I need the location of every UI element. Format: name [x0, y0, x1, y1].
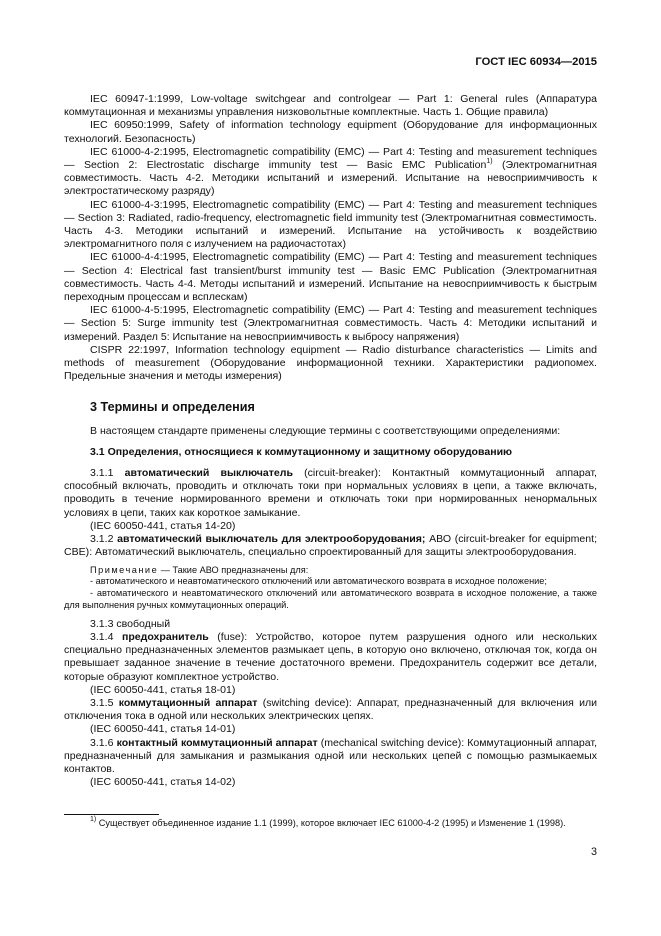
note-label: Примечание — [90, 564, 159, 575]
page-number: 3 — [590, 846, 597, 858]
term-3-1-1-source: (IEC 60050-441, статья 14-20) — [90, 519, 236, 532]
term-3-1-4: 3.1.4 предохранитель (fuse): Устройство, которое путем разрушения одного или нескольких специально предназначенных элементов размыкает цепь, в которую оно включено, отключая ток, когда он превышает заданное значение в течение достаточного времени. Предохранитель содержит все детали, которые образуют комплектное устройство. — [64, 630, 598, 683]
term-name: коммутационный аппарат — [118, 696, 258, 709]
term-3-1-2: 3.1.2 автоматический выключатель для электрооборудования; АВО (circuit-breaker for equipment; CBE): Автоматический выключатель, специально спроектированный для защиты электрооборудования. — [64, 533, 597, 559]
term-3-1-6-source: (IEC 60050-441, статья 14-02) — [90, 776, 236, 789]
ref-iec-61000-4-2: IEC 61000-4-2:1995, Electromagnetic compatibility (EMC) — Part 4: Testing and measurement techniques — Section 2: Electrostatic discharge immunity test — Basic EMC Publication$^{1)}$ (Электромагнитная совместимость. Часть 4-2. Методики испытаний и измерений. Испытание на невосприимчивость к электростатическому разряду) — [64, 145, 597, 198]
footnote-marker: 1) — [486, 157, 493, 165]
document-code-header: ГОСТ IEC 60934—2015 — [475, 56, 597, 68]
term-name: автоматический выключатель для электрооборудования; — [117, 533, 426, 546]
ref-iec-60947-1: IEC 60947-1:1999, Low-voltage switchgear and controlgear — Part 1: General rules (Аппаратура коммутационная и механизмы управления низковольтные комплектные. Часть 1. Общие правила) — [64, 93, 597, 119]
ref-iec-61000-4-4: IEC 61000-4-4:1995, Electromagnetic compatibility (EMC) — Part 4: Testing and measurement techniques — Section 4: Electrical fast transient/burst immunity test — Basic EMC Publication (Электромагнитная совместимость. Часть 4-4. Методы испытаний и измерений. Испытание на невосприимчивость к быстрым переходным процессам и всплескам) — [64, 251, 597, 304]
subsection-3-1-heading: 3.1 Определения, относящиеся к коммутационному и защитному оборудованию — [90, 445, 513, 458]
footnote: $^{1)}$ Существует объединенное издание 1.1 (1999), которое включает IEC 61000-4-2 (1995) и Изменение 1 (1998). — [90, 815, 566, 828]
footnote-marker: 1) — [90, 815, 97, 823]
term-3-1-4-source: (IEC 60050-441, статья 18-01) — [90, 683, 236, 696]
ref-cispr-22: CISPR 22:1997, Information technology equipment — Radio disturbance characteristics — Limits and methods of measurement (Оборудование информационной техники. Характеристики радиопомех. Предельные значения и методы измерения) — [64, 343, 597, 383]
note-line: - автоматического и неавтоматического отключений или автоматического возврата в исходное положение, а также для выполнения ручных коммутационных операций. — [64, 588, 597, 610]
term-name: автоматический выключатель — [124, 467, 293, 480]
term-3-1-1: 3.1.1 автоматический выключатель (circuit-breaker): Контактный коммутационный аппарат, способный включать, проводить и отключать токи при нормальных условиях в цепи, а также включать, проводить в течение нормированного времени и отключать токи при нормированных ненормальных условиях в цепи, таких как короткое замыкание. — [64, 467, 597, 519]
term-3-1-5-source: (IEC 60050-441, статья 14-01) — [90, 723, 236, 736]
ref-iec-60950: IEC 60950:1999, Safety of information technology equipment (Оборудование для информационных технологий. Безопасность) — [64, 119, 597, 145]
term-3-1-5: 3.1.5 коммутационный аппарат (switching device): Аппарат, предназначенный для включения или отключения тока в одной или нескольких электрических цепях. — [64, 696, 598, 723]
term-name: контактный коммутационный аппарат — [116, 736, 318, 749]
ref-iec-61000-4-3: IEC 61000-4-3:1995, Electromagnetic compatibility (EMC) — Part 4: Testing and measurement techniques — Section 3: Radiated, radio-frequency, electromagnetic field immunity test (Электромагнитная совместимость. Часть 4-3. Методики испытаний и измерений. Испытание на устойчивость к воздействию электромагнитного поля с излучением на радиочастотах) — [64, 198, 597, 251]
term-name: предохранитель — [121, 630, 209, 643]
section-3-intro: В настоящем стандарте применены следующие термины с соответствующими определениями: — [90, 424, 561, 437]
ref-iec-61000-4-5: IEC 61000-4-5:1995, Electromagnetic compatibility (EMC) — Part 4: Testing and measurement techniques — Section 5: Surge immunity test (Электромагнитная совместимость. Часть 4: Методики испытаний и измерений. Раздел 5: Испытание на невосприимчивость к выбросу напряжения) — [64, 304, 597, 343]
note-line: - автоматического и неавтоматического отключений или автоматического возврата в исходное положение; — [90, 576, 547, 587]
section-3-heading: 3 Термины и определения — [90, 400, 255, 415]
footnote-divider — [64, 814, 159, 815]
page-body — [64, 93, 597, 789]
term-3-1-3: 3.1.3 свободный — [90, 617, 171, 630]
note-block: Примечание — Такие АВО предназначены для: - автоматического и неавтоматического отключений или автоматического возврата в исходное положение; - автоматического и неавтоматического отключений или автоматического возврата в исходное положение, а также для выполнения ручных коммутационных операций. — [64, 564, 597, 610]
term-3-1-6: 3.1.6 контактный коммутационный аппарат (mechanical switching device): Коммутационный аппарат, предназначенный для замыкания и размыкания одной или нескольких цепей с помощью размыкаемых контактов. — [64, 736, 598, 775]
